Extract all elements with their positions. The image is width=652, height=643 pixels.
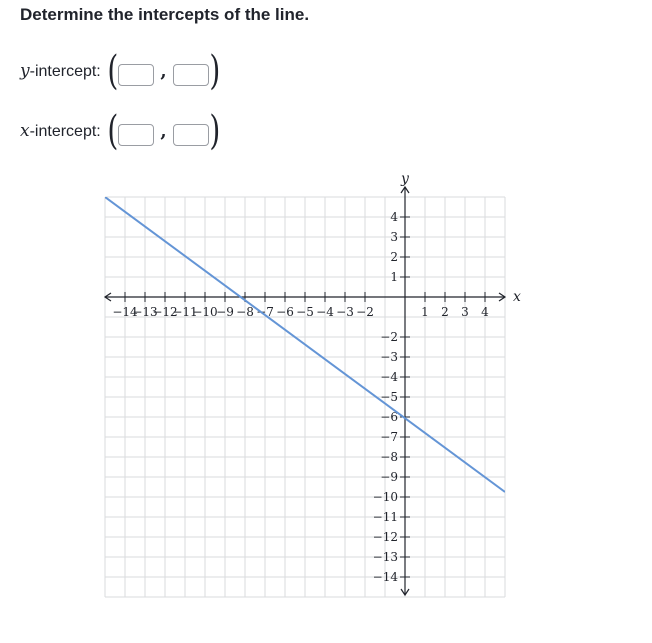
x-tick-label: −10 — [192, 305, 218, 319]
comma: , — [160, 121, 167, 142]
y-tick-label: −3 — [380, 350, 398, 364]
close-paren: ) — [208, 108, 220, 154]
y-tick-label: 1 — [390, 270, 398, 284]
x-tick-label: −4 — [316, 305, 334, 319]
y-intercept-label-text: -intercept: — [29, 63, 101, 80]
y-tick-label: −11 — [372, 510, 398, 524]
y-axis-label: y — [401, 171, 409, 187]
x-tick-label: −5 — [296, 305, 314, 319]
y-tick-label: −5 — [380, 390, 398, 404]
y-tick-label: −9 — [380, 470, 398, 484]
open-paren: ( — [107, 108, 119, 154]
y-tick-label: −14 — [372, 570, 398, 584]
x-tick-label: −7 — [256, 305, 274, 319]
y-tick-label: −6 — [380, 410, 398, 424]
x-tick-label: −2 — [356, 305, 374, 319]
y-tick-label: 3 — [390, 230, 398, 244]
y-tick-label: −4 — [380, 370, 398, 384]
y-tick-label: −10 — [372, 490, 398, 504]
x-tick-label: 1 — [421, 305, 429, 319]
y-tick-label: −7 — [380, 430, 398, 444]
x-tick-label: −8 — [236, 305, 254, 319]
x-tick-label: 3 — [461, 305, 469, 319]
question-prompt: Determine the intercepts of the line. — [20, 5, 310, 24]
y-tick-label: 4 — [390, 210, 398, 224]
y-tick-label: 2 — [390, 250, 398, 264]
x-tick-label: −14 — [112, 305, 138, 319]
x-tick-label: −11 — [172, 305, 198, 319]
x-tick-label: −12 — [152, 305, 178, 319]
x-axis-label: x — [513, 289, 521, 305]
y-tick-label: −13 — [372, 550, 398, 564]
x-tick-label: 2 — [441, 305, 449, 319]
x-variable: x — [20, 121, 30, 141]
close-paren: ) — [208, 48, 220, 94]
open-paren: ( — [107, 48, 119, 94]
y-tick-label: −2 — [380, 330, 398, 344]
y-tick-label: −8 — [380, 450, 398, 464]
grid — [105, 197, 505, 597]
x-tick-label: −6 — [276, 305, 294, 319]
y-tick-label: −12 — [372, 530, 398, 544]
x-tick-label: −3 — [336, 305, 354, 319]
y-variable: y — [20, 61, 30, 81]
x-tick-label: 4 — [481, 305, 489, 319]
x-intercept-label-text: -intercept: — [29, 123, 101, 140]
x-tick-label: −9 — [216, 305, 234, 319]
comma: , — [160, 61, 167, 82]
x-tick-label: −13 — [132, 305, 158, 319]
